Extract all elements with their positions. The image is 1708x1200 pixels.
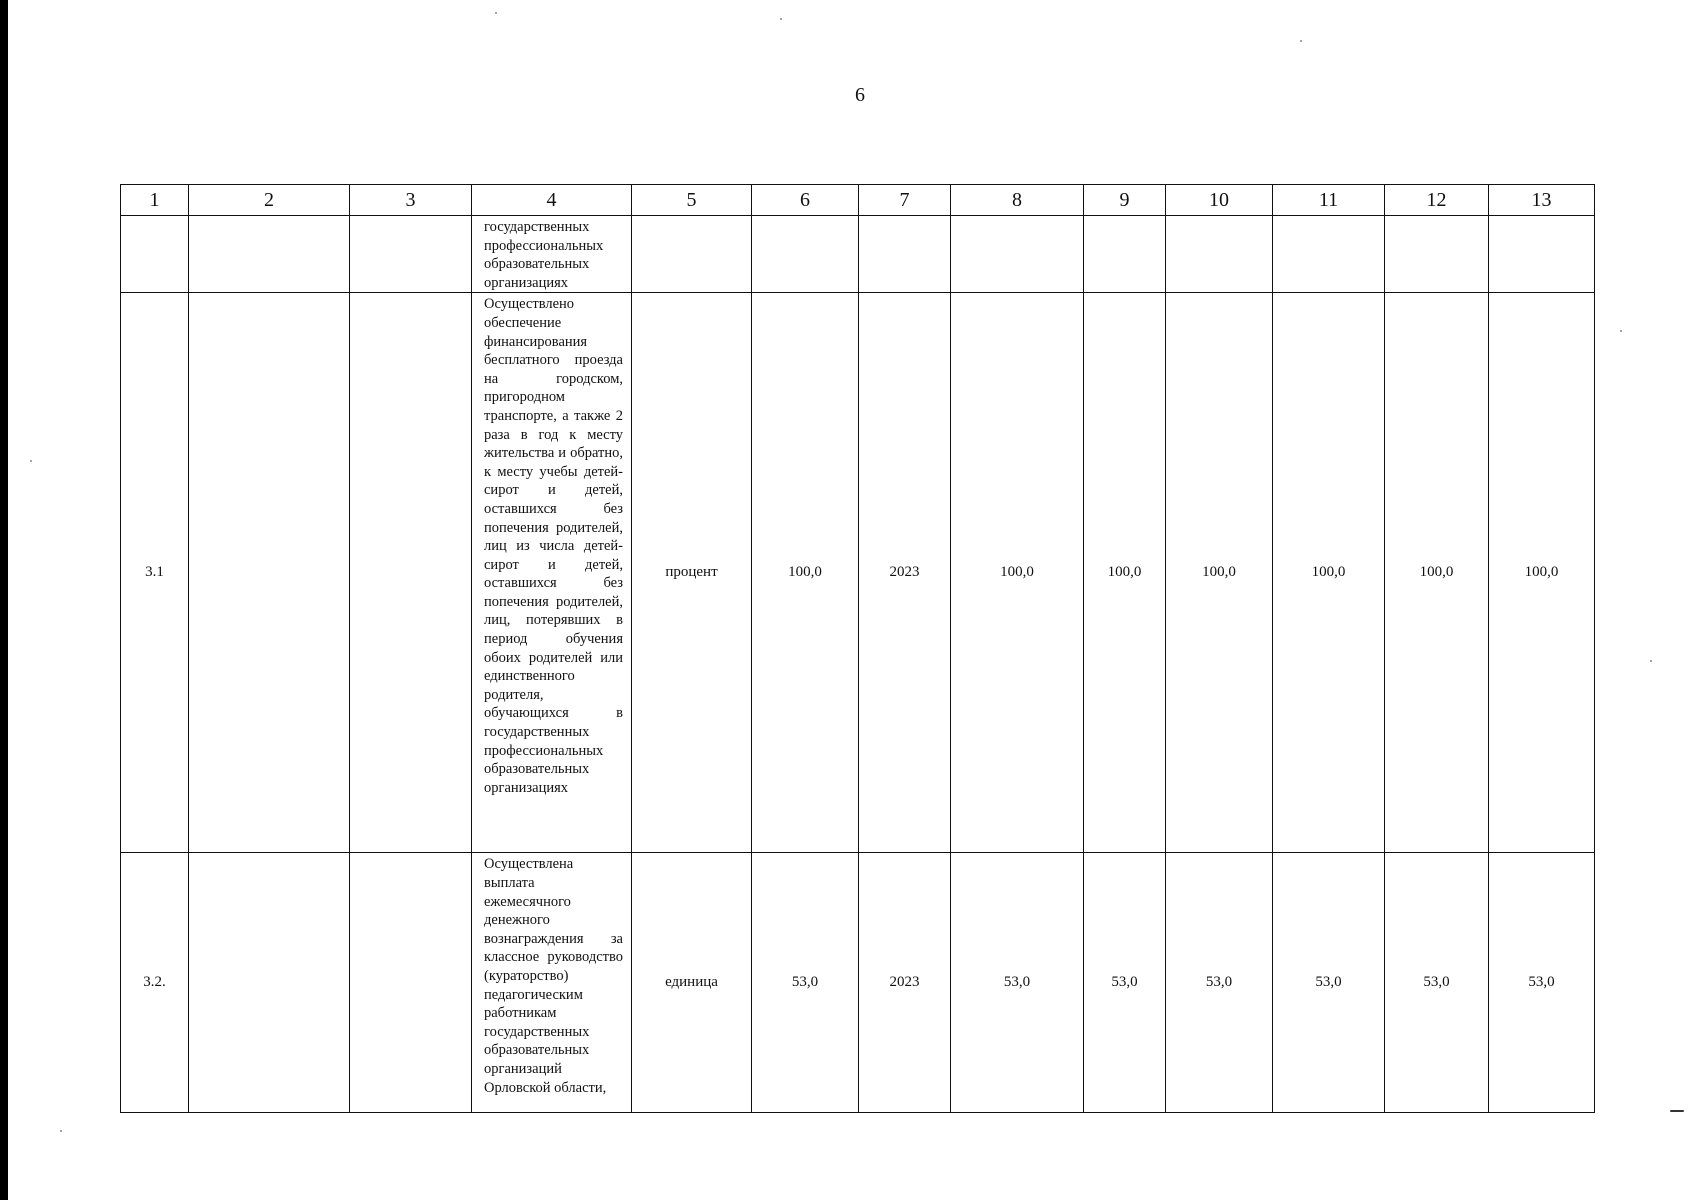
- col2-cell: [189, 293, 350, 853]
- col3-cell: [350, 216, 472, 293]
- value-cell: 53,0: [1385, 853, 1489, 1113]
- row-number: 3.2.: [121, 853, 189, 1113]
- row-number: 3.1: [121, 293, 189, 853]
- column-number: 12: [1385, 185, 1489, 216]
- column-number: 2: [189, 185, 350, 216]
- base-year-cell: [859, 216, 951, 293]
- base-value-cell: [752, 216, 859, 293]
- col3-cell: [350, 853, 472, 1113]
- unit-cell: процент: [632, 293, 752, 853]
- value-cell: [1084, 216, 1166, 293]
- column-number: 8: [951, 185, 1084, 216]
- unit-cell: [632, 216, 752, 293]
- column-number: 9: [1084, 185, 1166, 216]
- row-number: [121, 216, 189, 293]
- value-cell: 100,0: [1273, 293, 1385, 853]
- table-row-3-1: [121, 293, 1595, 853]
- value-cell: 53,0: [1166, 853, 1273, 1113]
- column-number: 6: [752, 185, 859, 216]
- column-number: 13: [1489, 185, 1595, 216]
- indicator-description: Осуществлено обеспечение финансирования бесплатного проезда на городском, пригородном транспорте, а также 2 раза в год к месту жительства и обратно, к месту учебы детей-сирот и детей, оставшихся без попечения родителей, лиц из числа детей-сирот и детей, оставшихся без попечения родителей, лиц, потерявших в период обучения обоих родителей или единственного родителя, обучающихся в государственных профессиональных образовательных организациях: [472, 293, 632, 853]
- value-cell: [1166, 216, 1273, 293]
- indicators-table: [120, 184, 1595, 1113]
- value-cell: 53,0: [1489, 853, 1595, 1113]
- value-cell: [951, 216, 1084, 293]
- col2-cell: [189, 216, 350, 293]
- value-cell: 100,0: [1166, 293, 1273, 853]
- column-number: 4: [472, 185, 632, 216]
- value-cell: [1489, 216, 1595, 293]
- indicator-description: государственных профессиональных образовательных организациях: [472, 216, 632, 293]
- base-year-cell: 2023: [859, 853, 951, 1113]
- column-number-row: [121, 185, 1595, 216]
- base-year-cell: 2023: [859, 293, 951, 853]
- column-number: 1: [121, 185, 189, 216]
- value-cell: 100,0: [1489, 293, 1595, 853]
- column-number: 7: [859, 185, 951, 216]
- indicator-description: Осуществлена выплата ежемесячного денежного вознаграждения за классное руководство (кураторство) педагогическим работникам государственных образовательных организаций Орловской области,: [472, 853, 632, 1113]
- value-cell: [1273, 216, 1385, 293]
- scan-speck: [1670, 1110, 1684, 1112]
- scan-edge: [0, 0, 8, 1200]
- unit-cell: единица: [632, 853, 752, 1113]
- scan-speck: [60, 1130, 62, 1132]
- col2-cell: [189, 853, 350, 1113]
- column-number: 3: [350, 185, 472, 216]
- table-row-continuation: [121, 216, 1595, 293]
- value-cell: 53,0: [951, 853, 1084, 1113]
- scan-speck: [1300, 40, 1302, 42]
- page-number: 6: [855, 84, 865, 106]
- scan-speck: [1650, 660, 1652, 662]
- column-number: 11: [1273, 185, 1385, 216]
- column-number: 10: [1166, 185, 1273, 216]
- scan-speck: [1620, 330, 1622, 332]
- value-cell: 53,0: [1273, 853, 1385, 1113]
- value-cell: [1385, 216, 1489, 293]
- value-cell: 100,0: [1084, 293, 1166, 853]
- value-cell: 100,0: [951, 293, 1084, 853]
- scan-speck: [780, 18, 782, 20]
- table-row-3-2: [121, 853, 1595, 1113]
- base-value-cell: 100,0: [752, 293, 859, 853]
- scan-speck: [30, 460, 32, 462]
- scan-speck: [495, 12, 497, 14]
- value-cell: 53,0: [1084, 853, 1166, 1113]
- column-number: 5: [632, 185, 752, 216]
- value-cell: 100,0: [1385, 293, 1489, 853]
- col3-cell: [350, 293, 472, 853]
- base-value-cell: 53,0: [752, 853, 859, 1113]
